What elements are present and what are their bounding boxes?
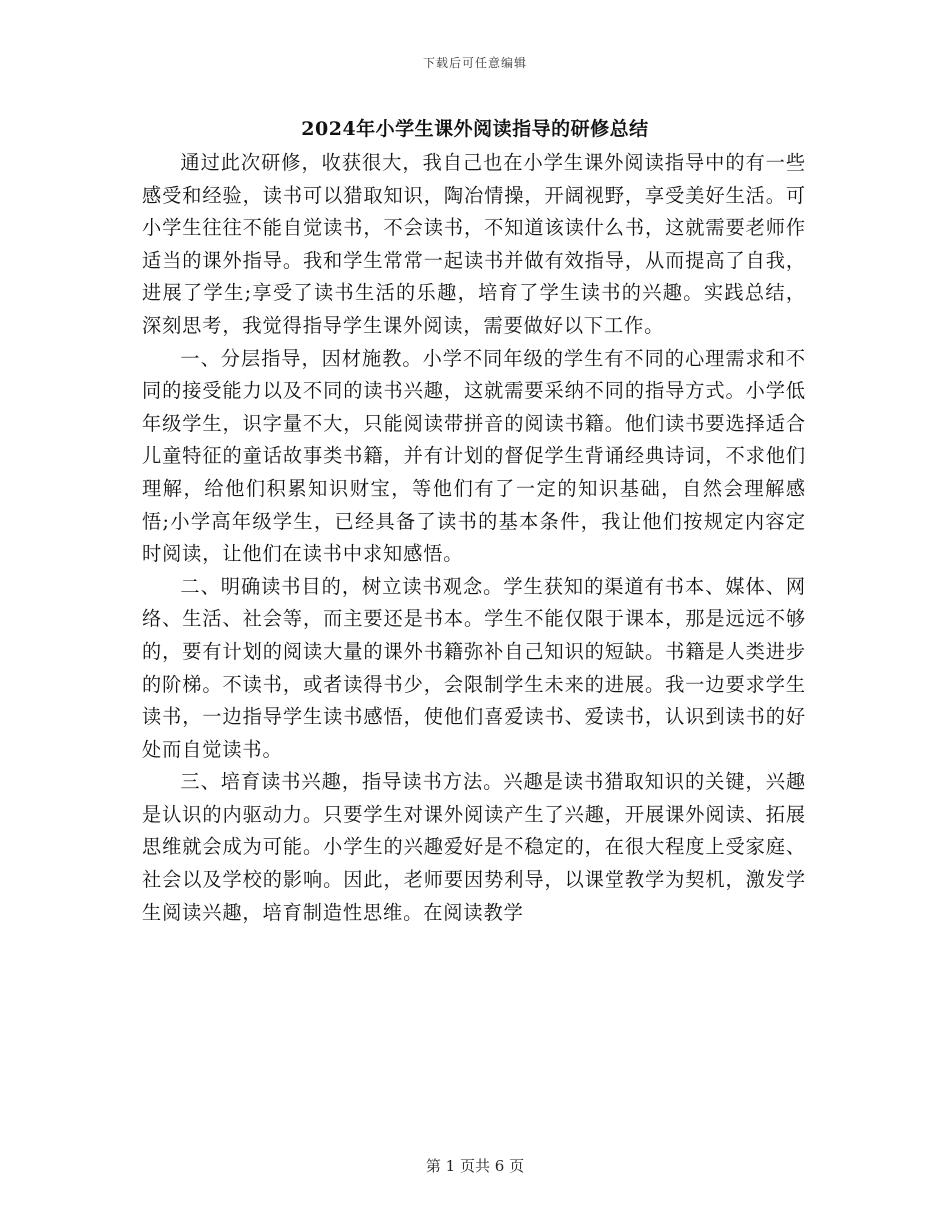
document-body: [142, 147, 806, 929]
paragraph-section-2: 二、明确读书目的，树立读书观念。学生获知的渠道有书本、媒体、网络、生活、社会等，而主要还是书本。学生不能仅限于课本，那是远远不够的，要有计划的阅读大量的课外书籍弥补自己知识的短缺。书籍是人类进步的阶梯。不读书，或者读得书少，会限制学生未来的进展。我一边要求学生读书，一边指导学生读书感悟，使他们喜爱读书、爱读书，认识到读书的好处而自觉读书。: [142, 574, 806, 761]
paragraph-section-1: 一、分层指导，因材施教。小学不同年级的学生有不同的心理需求和不同的接受能力以及不同的读书兴趣，这就需要采纳不同的指导方式。小学低年级学生，识字量不大，只能阅读带拼音的阅读书籍。他们读书要选择适合儿童特征的童话故事类书籍，并有计划的督促学生背诵经典诗词，不求他们理解，给他们积累知识财宝，等他们有了一定的知识基础，自然会理解感悟;小学高年级学生，已经具备了读书的基本条件，我让他们按规定内容定时阅读，让他们在读书中求知感悟。: [142, 346, 806, 566]
paragraph-intro: 通过此次研修，收获很大，我自己也在小学生课外阅读指导中的有一些感受和经验，读书可以猎取知识，陶冶情操，开阔视野，享受美好生活。可小学生往往不能自觉读书，不会读书，不知道该读什么书，这就需要老师作适当的课外指导。我和学生常常一起读书并做有效指导，从而提高了自我，进展了学生;享受了读书生活的乐趣，培育了学生读书的兴趣。实践总结，深刻思考，我觉得指导学生课外阅读，需要做好以下工作。: [142, 151, 806, 337]
document-title: 2024年小学生课外阅读指导的研修总结: [301, 118, 649, 140]
header-note: 下载后可任意编辑: [422, 56, 527, 70]
page-number: 第 1 页共 6 页: [425, 1157, 525, 1175]
paragraph-section-3: 三、培育读书兴趣，指导读书方法。兴趣是读书猎取知识的关键，兴趣是认识的内驱动力。只要学生对课外阅读产生了兴趣，开展课外阅读、拓展思维就会成为可能。小学生的兴趣爱好是不稳定的，在很大程度上受家庭、社会以及学校的影响。因此，老师要因势利导，以课堂教学为契机，激发学生阅读兴趣，培育制造性思维。在阅读教学: [142, 770, 806, 924]
